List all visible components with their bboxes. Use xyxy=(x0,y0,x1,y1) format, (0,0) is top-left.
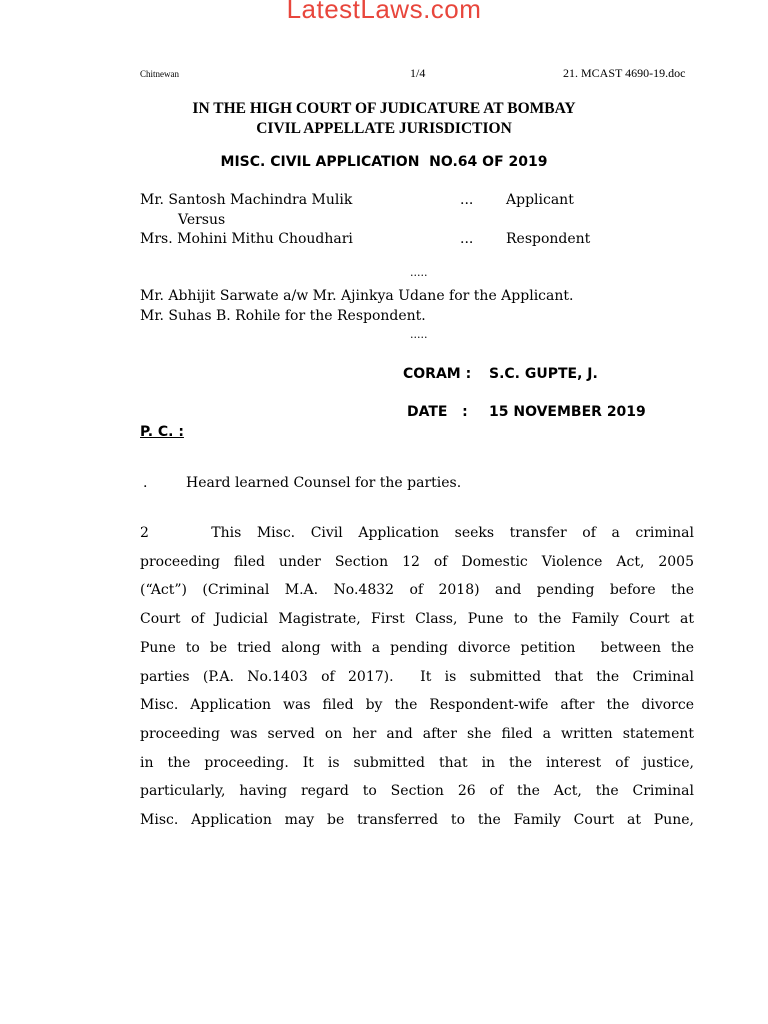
jurisdiction: CIVIL APPELLATE JURISDICTION xyxy=(256,120,512,137)
applicant-name: Mr. Santosh Machindra Mulik xyxy=(140,192,353,208)
page-number: 1/4 xyxy=(410,66,426,80)
para2-line: parties (P.A. No.1403 of 2017). It is submitted that the Criminal xyxy=(140,668,694,685)
respondent-name: Mrs. Mohini Mithu Choudhari xyxy=(140,231,353,247)
case-title: MISC. CIVIL APPLICATION NO.64 OF 2019 xyxy=(220,154,548,170)
para2-line: proceeding filed under Section 12 of Domestic Violence Act, 2005 xyxy=(140,553,694,570)
header-initials: Chitnewan xyxy=(140,69,179,79)
para1-text: Heard learned Counsel for the parties. xyxy=(186,475,462,491)
court-name: IN THE HIGH COURT OF JUDICATURE AT BOMBAY xyxy=(192,100,576,117)
versus-label: Versus xyxy=(178,212,226,228)
para1-number: . xyxy=(143,475,148,491)
para2-line: (“Act”) (Criminal M.A. No.4832 of 2018) and pending before the xyxy=(140,582,694,599)
para2-line: proceeding was served on her and after she filed a written statement xyxy=(140,725,694,742)
respondent-role: Respondent xyxy=(506,231,591,247)
separator-dots: ..... xyxy=(410,266,428,279)
separator-dots: ..... xyxy=(410,328,428,341)
file-name: 21. MCAST 4690-19.doc xyxy=(563,66,686,80)
para2-body xyxy=(140,519,694,835)
coram-label: CORAM : xyxy=(403,366,472,382)
para2-line: particularly, having regard to Section 26 of the Act, the Criminal xyxy=(140,783,694,800)
para2-line: Misc. Application may be transferred to the Family Court at Pune, xyxy=(140,812,694,829)
para2-line: Misc. Application was filed by the Respondent-wife after the divorce xyxy=(140,697,694,714)
para2-line: Court of Judicial Magistrate, First Class, Pune to the Family Court at xyxy=(140,611,694,628)
date-label: DATE : xyxy=(407,404,468,420)
pc-heading: P. C. : xyxy=(140,424,184,440)
coram-judge: S.C. GUPTE, J. xyxy=(489,366,598,382)
counsel-respondent: Mr. Suhas B. Rohile for the Respondent. xyxy=(140,308,426,324)
applicant-dots: ... xyxy=(460,192,474,208)
para2-line: Pune to be tried along with a pending divorce petition between the xyxy=(140,639,694,656)
respondent-dots: ... xyxy=(460,231,474,247)
applicant-role: Applicant xyxy=(506,192,574,208)
watermark-logo: LatestLaws.com xyxy=(286,0,482,24)
para2-line: in the proceeding. It is submitted that in the interest of justice, xyxy=(140,754,694,771)
para2-line: 2 This Misc. Civil Application seeks transfer of a criminal xyxy=(140,525,694,541)
order-date: 15 NOVEMBER 2019 xyxy=(489,404,646,420)
counsel-applicant: Mr. Abhijit Sarwate a/w Mr. Ajinkya Udane for the Applicant. xyxy=(140,288,574,304)
